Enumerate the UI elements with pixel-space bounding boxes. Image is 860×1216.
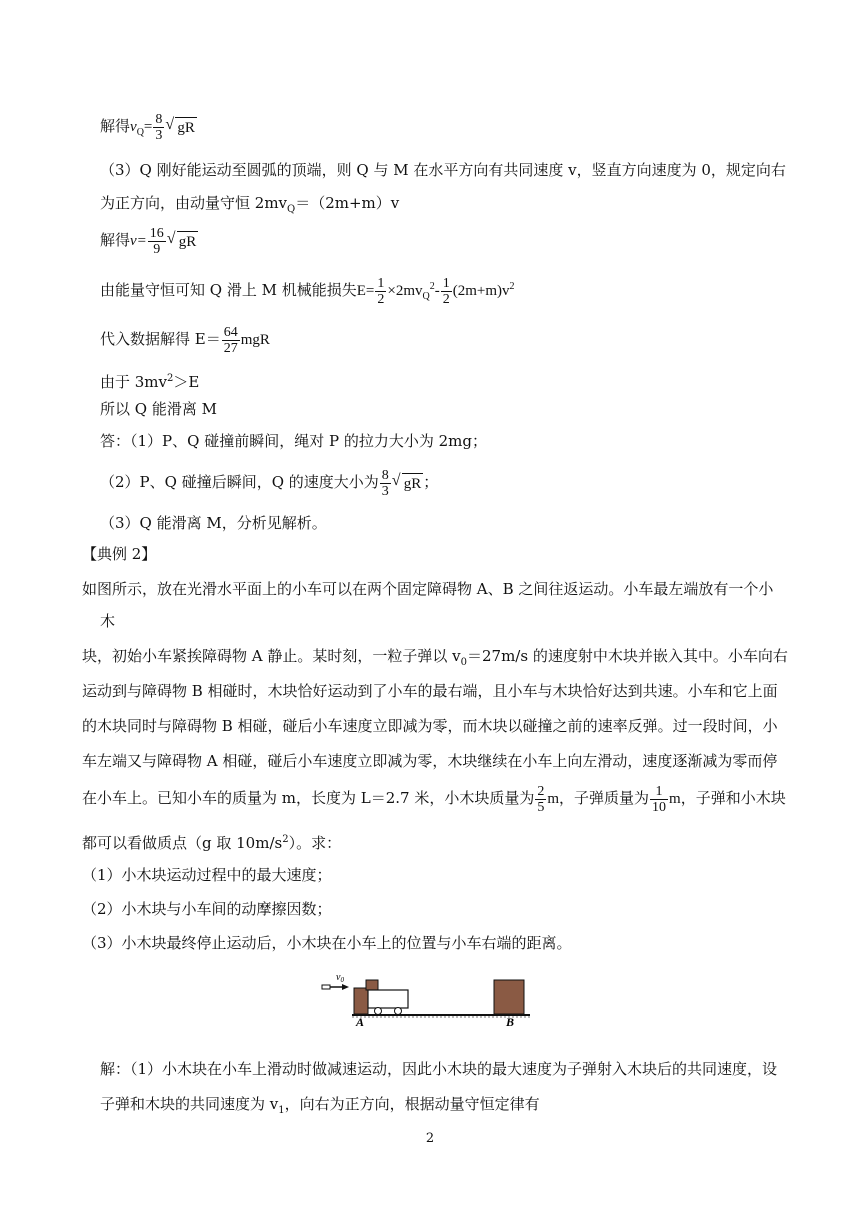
line-answer-3: （3）Q 能滑离 M，分析见解析。 xyxy=(100,514,327,532)
line-substitute xyxy=(100,325,270,356)
line-solve-vq xyxy=(100,112,197,143)
fraction xyxy=(153,112,164,143)
problem-line-4: 运动到与障碍物 B 相碰时，木块恰好运动到了小车的最右端，且小车与木块恰好达到共速。小车和它上面 xyxy=(82,682,778,700)
num: 16 xyxy=(149,226,164,241)
line-momentum xyxy=(100,193,399,220)
text: 解得 xyxy=(100,116,131,135)
problem-line-1: 如图所示，放在光滑水平面上的小车可以在两个固定障碍物 A、B 之间往返运动。小车最左端放有一个小 xyxy=(82,580,774,598)
page-number: 2 xyxy=(425,1131,435,1146)
cart-diagram xyxy=(318,968,532,1026)
text: ）。求： xyxy=(288,834,342,852)
den: 3 xyxy=(155,128,163,143)
problem-line-7 xyxy=(82,784,786,815)
sqrt: √ gR xyxy=(175,117,197,138)
question-1: （1）小木块运动过程中的最大速度； xyxy=(82,866,332,884)
sub: 1 xyxy=(278,1105,285,1116)
arrow-head xyxy=(342,984,349,990)
var: v= xyxy=(130,232,147,249)
fraction xyxy=(380,468,391,499)
var: v xyxy=(130,118,137,135)
example-heading: 【典例 2】 xyxy=(82,545,157,563)
sub: Q xyxy=(136,126,144,138)
den: 2 xyxy=(377,292,385,307)
obstacle-a xyxy=(354,988,368,1014)
text: 由能量守恒可知 Q 滑上 M 机械能损失 xyxy=(100,280,357,299)
sub: Q xyxy=(287,204,296,215)
cart xyxy=(368,990,408,1008)
label-b: B xyxy=(506,1015,515,1026)
line-since xyxy=(100,369,199,392)
text: ＝27m/s 的速度射中木块并嵌入其中。小车向右 xyxy=(467,647,788,665)
text: ×2mv xyxy=(387,282,423,299)
fraction xyxy=(222,325,240,356)
label-a: A xyxy=(356,1015,365,1026)
fraction xyxy=(148,226,166,257)
problem-line-3 xyxy=(82,646,788,673)
text: 代入数据解得 E＝ xyxy=(100,329,221,348)
den: 9 xyxy=(153,242,161,257)
den: 5 xyxy=(537,800,545,815)
problem-line-5: 的木块同时与障碍物 B 相碰，碰后小车速度立即减为零，而木块以碰撞之前的速率反弹。过一段时间，小 xyxy=(82,717,778,735)
sup: 2 xyxy=(429,280,435,292)
wheel-left xyxy=(375,1008,382,1015)
text: 在小车上。已知小车的质量为 m，长度为 L＝2.7 米，小木块质量为 xyxy=(82,788,535,807)
num: 1 xyxy=(442,276,450,291)
line-answer-1: 答：（1）P、Q 碰撞前瞬间，绳对 P 的拉力大小为 2mg； xyxy=(100,432,487,450)
text: ，子弹质量为 xyxy=(559,788,650,807)
e: E= xyxy=(356,282,375,299)
text: m xyxy=(547,790,560,807)
num: 8 xyxy=(381,468,389,483)
eq: = xyxy=(143,118,153,135)
v0-label: $v_0$ xyxy=(336,972,344,984)
text: ，子弹和小木块 xyxy=(680,788,786,807)
question-3: （3）小木块最终停止运动后，小木块在小车上的位置与小车右端的距离。 xyxy=(82,934,572,952)
fraction xyxy=(650,784,668,815)
text: m xyxy=(669,790,681,807)
text: 为正方向，由动量守恒 2mv xyxy=(100,194,288,212)
sqrt: √ gR xyxy=(177,231,199,252)
question-2: （2）小木块与小车间的动摩擦因数； xyxy=(82,900,332,918)
num: 1 xyxy=(650,784,668,800)
text: ＞E xyxy=(173,373,200,391)
text: 子弹和木块的共同速度为 v xyxy=(100,1095,279,1113)
minus: - xyxy=(434,282,440,299)
sup: 2 xyxy=(167,373,174,384)
sub: Q xyxy=(422,290,430,302)
problem-line-2: 木 xyxy=(100,612,116,630)
line-so: 所以 Q 能滑离 M xyxy=(100,400,217,418)
text: 都可以看做质点（g 取 10m/s xyxy=(82,834,283,852)
text: ，向右为正方向，根据动量守恒定律有 xyxy=(284,1095,540,1113)
den: 10 xyxy=(652,800,667,815)
text: 由于 3mv xyxy=(100,373,168,391)
num: 8 xyxy=(155,112,163,127)
fraction xyxy=(535,784,546,815)
sup: 2 xyxy=(509,280,515,292)
sqrt: √ gR xyxy=(402,473,424,494)
text: ＝（2m+m）v xyxy=(295,194,400,212)
sub: 0 xyxy=(460,657,467,668)
text: 块，初始小车紧挨障碍物 A 静止。某时刻，一粒子弹以 v xyxy=(82,647,461,665)
num: 1 xyxy=(377,276,385,291)
line-solve-v xyxy=(100,226,198,257)
text: （2）P、Q 碰撞后瞬间，Q 的速度大小为 xyxy=(100,472,379,491)
solution-line-2 xyxy=(100,1094,540,1121)
den: 2 xyxy=(442,292,450,307)
sup: 2 xyxy=(282,834,289,845)
text: mgR xyxy=(240,331,270,348)
den: 3 xyxy=(381,484,389,499)
text: 解得 xyxy=(100,230,131,249)
text: ； xyxy=(423,472,439,491)
solution-line-1: 解：（1）小木块在小车上滑动时做减速运动，因此小木块的最大速度为子弹射入木块后的共同速度，设 xyxy=(100,1060,778,1078)
num: 2 xyxy=(537,784,545,799)
problem-line-6: 车左端又与障碍物 A 相碰，碰后小车速度立即减为零，木块继续在小车上向左滑动，速度逐渐减为零而停 xyxy=(82,752,778,770)
wheel-right xyxy=(395,1008,402,1015)
fraction xyxy=(441,276,452,307)
wood-block xyxy=(366,980,378,990)
den: 27 xyxy=(223,341,238,356)
line-energy-loss xyxy=(100,276,515,307)
line-answer-2 xyxy=(100,468,438,499)
line-part3-intro: （3）Q 刚好能运动至圆弧的顶端，则 Q 与 M 在水平方向有共同速度 v，竖直方向速度为 0，规定向右 xyxy=(100,161,786,179)
text: (2m+m)v xyxy=(452,282,510,299)
problem-line-8 xyxy=(82,830,341,853)
fraction xyxy=(375,276,386,307)
obstacle-b xyxy=(494,980,524,1014)
num: 64 xyxy=(223,325,238,340)
bullet xyxy=(322,985,330,989)
